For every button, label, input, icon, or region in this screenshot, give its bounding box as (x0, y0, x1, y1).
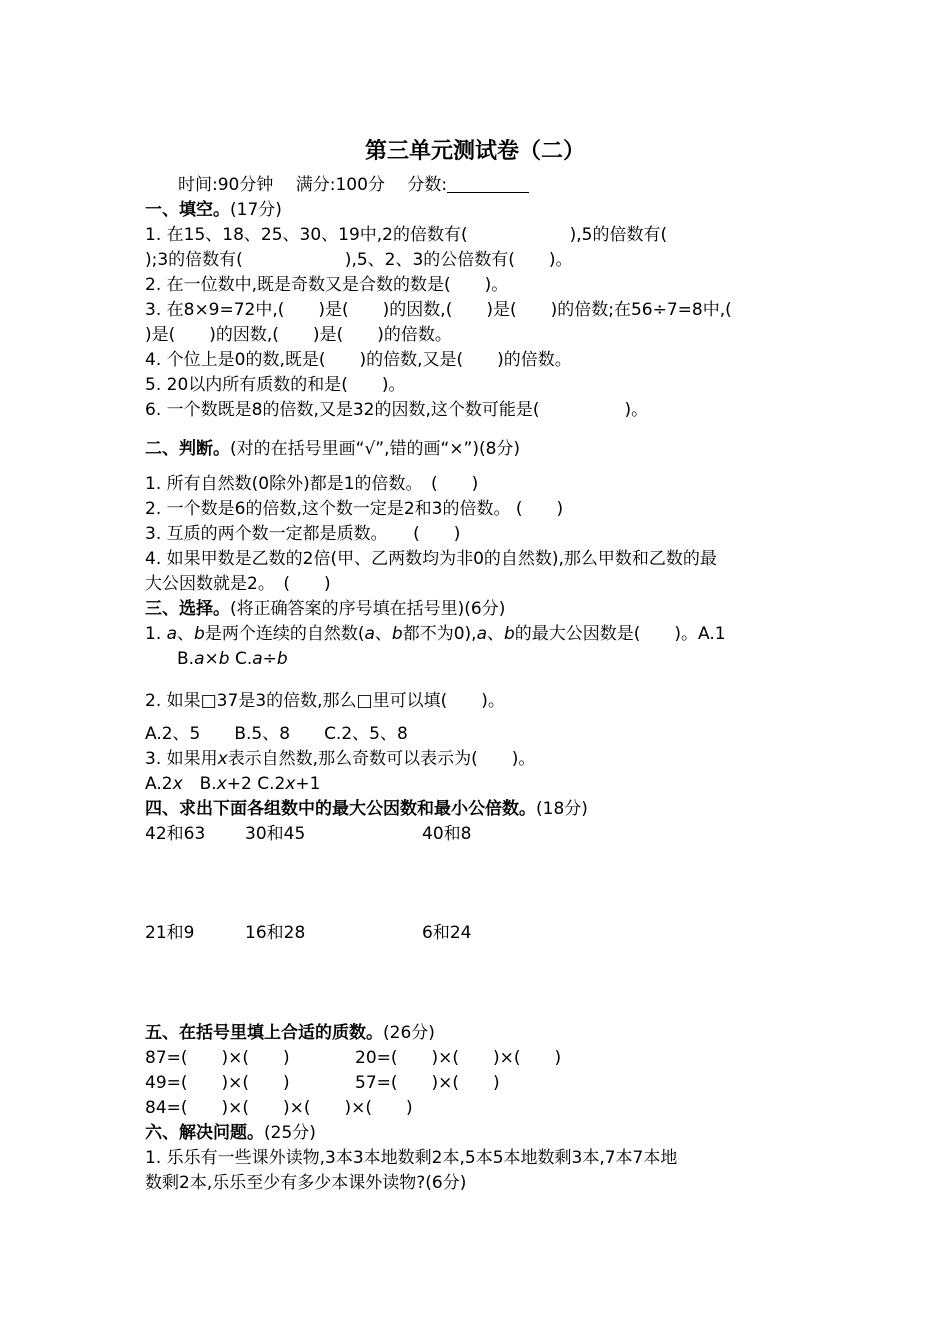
s5-equation: 20=( )×( )×( ) (355, 1048, 562, 1068)
s5-equation: 49=( )×( ) (145, 1073, 290, 1093)
s4-pair: 21和9 (145, 923, 195, 943)
s6-line-1: 1. 乐乐有一些课外读物,3本3本地数剩2本,5本5本地数剩3本,7本7本地 (145, 1148, 678, 1168)
s3-question-1-options: B.a×b C.a÷b (177, 649, 288, 669)
s4-pair: 16和28 (245, 923, 306, 943)
s1-line-6: 4. 个位上是0的数,既是( )的倍数,又是( )的倍数。 (145, 350, 572, 370)
score-blank[interactable] (447, 174, 529, 193)
s1-line-4: 3. 在8×9=72中,( )是( )的因数,( )是( )的倍数;在56÷7=8中,( (145, 300, 732, 320)
s5-equation: 57=( )×( ) (355, 1073, 500, 1093)
s5-equation: 84=( )×( )×( )×( ) (145, 1098, 413, 1118)
section-6-heading: 六、解决问题。(25分) (145, 1123, 316, 1143)
section-1-heading: 一、填空。(17分) (145, 200, 282, 220)
section-2-heading: 二、判断。(对的在括号里画“√”,错的画“×”)(8分) (145, 439, 521, 459)
s1-line-7: 5. 20以内所有质数的和是( )。 (145, 375, 406, 395)
s4-pair: 42和63 (145, 824, 206, 844)
time-label: 时间:90分钟 (178, 175, 274, 195)
s1-line-2: );3的倍数有( ),5、2、3的公倍数有( )。 (145, 250, 573, 270)
s4-pair: 6和24 (422, 923, 472, 943)
score-label: 分数: (407, 175, 448, 195)
s1-line-1: 1. 在15、18、25、30、19中,2的倍数有( ),5的倍数有( (145, 225, 668, 245)
s5-equation: 87=( )×( ) (145, 1048, 290, 1068)
s6-line-2: 数剩2本,乐乐至少有多少本课外读物?(6分) (145, 1173, 467, 1193)
full-score-label: 满分:100分 (295, 175, 385, 195)
page-title: 第三单元测试卷（二） (364, 138, 585, 164)
s3-question-1: 1. a、b是两个连续的自然数(a、b都不为0),a、b的最大公因数是( )。A.1 (145, 624, 726, 644)
s4-pair: 30和45 (245, 824, 306, 844)
s2-line-3: 3. 互质的两个数一定都是质数。 ( ) (145, 524, 461, 544)
s2-line-1: 1. 所有自然数(0除外)都是1的倍数。 ( ) (145, 474, 479, 494)
s2-line-5: 大公因数就是2。 ( ) (145, 574, 331, 594)
exam-meta (178, 173, 529, 198)
s4-pair: 40和8 (422, 824, 472, 844)
s3-question-2: 2. 如果□37是3的倍数,那么□里可以填( )。 (145, 691, 505, 711)
s1-line-8: 6. 一个数既是8的倍数,又是32的因数,这个数可能是( )。 (145, 400, 649, 420)
section-3-heading: 三、选择。(将正确答案的序号填在括号里)(6分) (145, 599, 506, 619)
s2-line-4: 4. 如果甲数是乙数的2倍(甲、乙两数均为非0的自然数),那么甲数和乙数的最 (145, 549, 717, 569)
s3-question-3-options: A.2x B.x+2 C.2x+1 (145, 774, 321, 794)
section-5-heading: 五、在括号里填上合适的质数。(26分) (145, 1023, 435, 1043)
s3-question-2-options: A.2、5 B.5、8 C.2、5、8 (145, 724, 408, 744)
s3-question-3: 3. 如果用x表示自然数,那么奇数可以表示为( )。 (145, 749, 536, 769)
s1-line-3: 2. 在一位数中,既是奇数又是合数的数是( )。 (145, 275, 509, 295)
s1-line-5: )是( )的因数,( )是( )的倍数。 (145, 325, 452, 345)
section-4-heading: 四、求出下面各组数中的最大公因数和最小公倍数。(18分) (145, 799, 588, 819)
s2-line-2: 2. 一个数是6的倍数,这个数一定是2和3的倍数。 ( ) (145, 499, 564, 519)
